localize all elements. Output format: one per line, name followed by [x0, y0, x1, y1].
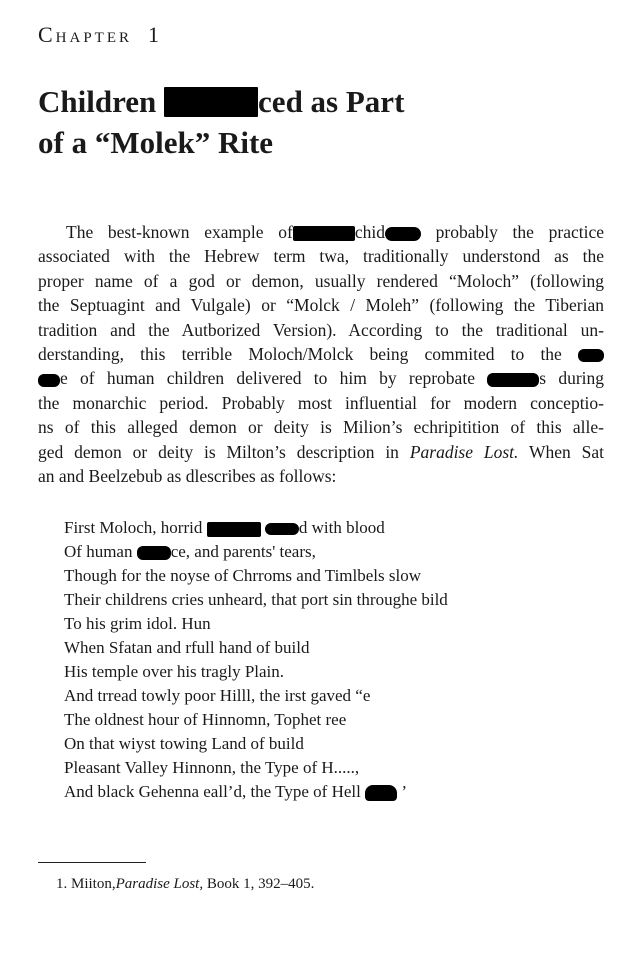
- chapter-word: Chapter: [38, 22, 133, 47]
- verse-line: [64, 516, 448, 540]
- body-paragraph: [38, 220, 604, 488]
- verse-line: Pleasant Valley Hinnonn, the Type of H.....,: [64, 758, 360, 777]
- text-run: Of human: [64, 542, 133, 561]
- redaction-bar: [365, 785, 397, 801]
- redaction-bar: [207, 522, 261, 537]
- footnote-work-title: Paradise Lost,: [115, 876, 204, 892]
- paragraph-line: [38, 220, 604, 244]
- footnote-marker: ’: [401, 782, 408, 801]
- chapter-title-line-1: [38, 82, 404, 122]
- text-run: First Moloch, horrid: [64, 518, 203, 537]
- redaction-bar: [578, 349, 604, 362]
- chapter-heading: [38, 22, 162, 48]
- text-run: probably the practice: [435, 222, 605, 242]
- paragraph-line: ns of this alleged demon or deity is Milion’s echripitition of this alle-: [38, 417, 604, 438]
- footnote-reference: Book 1, 392–405.: [206, 876, 315, 892]
- redaction-bar: [38, 374, 60, 387]
- verse-line: [64, 540, 448, 564]
- redaction-bar: [385, 227, 421, 241]
- text-run: ged demon or deity is Milton’s description in: [38, 441, 399, 462]
- chapter-title-line-2: of a “Molek” Rite: [38, 125, 274, 160]
- verse-line: His temple over his tragly Plain.: [64, 662, 285, 681]
- italic-title: Paradise Lost.: [409, 441, 519, 462]
- redaction-bar: [487, 373, 539, 387]
- paragraph-line: tradition and the Autborized Version). According to the traditional un-: [38, 319, 604, 340]
- paragraph-line: an and Beelzebub as dlescribes as follows:: [38, 465, 337, 486]
- verse-line: [64, 780, 448, 804]
- text-run: The best-known example of: [66, 222, 293, 242]
- footnote-rule: [38, 862, 146, 863]
- verse-line: The oldnest hour of Hinnomn, Tophet ree: [64, 710, 347, 729]
- footnote-number: 1.: [56, 876, 68, 892]
- verse-line: Their childrens cries unheard, that port sin throughe bild: [64, 590, 448, 609]
- paragraph-line: [38, 342, 604, 366]
- footnote: [56, 876, 314, 893]
- text-run: e of human children delivered to him by reprobate: [60, 368, 475, 389]
- chapter-number: 1: [148, 22, 163, 47]
- verse-line: And trread towly poor Hilll, the irst gaved “e: [64, 686, 371, 705]
- text-run: d with blood: [298, 518, 385, 537]
- paragraph-line: [38, 366, 604, 390]
- redaction-bar: [265, 523, 299, 535]
- block-quote-poem: [64, 516, 448, 804]
- text-run: And black Gehenna eall’d, the Type of Hell: [64, 782, 361, 801]
- title-text-after-redaction: ced as Part: [258, 84, 405, 119]
- redaction-bar: [137, 546, 171, 560]
- paragraph-line: the Septuagint and Vulgale) or “Molck / Moleh” (following the Tiberian: [38, 295, 604, 316]
- title-text-before-redaction: Children: [38, 84, 157, 119]
- paragraph-line: the monarchic period. Probably most influential for modern conceptio-: [38, 392, 604, 413]
- text-run: s during: [539, 368, 605, 389]
- text-run: chid: [354, 222, 385, 242]
- paragraph-line: [38, 440, 604, 464]
- footnote-author: Miiton,: [71, 876, 116, 892]
- verse-line: When Sfatan and rfull hand of build: [64, 638, 310, 657]
- redaction-bar: [164, 87, 258, 117]
- text-run: derstanding, this terrible Moloch/Molck being commited to the: [38, 343, 562, 364]
- text-run: ce, and parents' tears,: [170, 542, 316, 561]
- verse-line: Though for the noyse of Chrroms and Timlbels slow: [64, 566, 421, 585]
- paragraph-line: associated with the Hebrew term twa, traditionally understond as the: [38, 246, 604, 267]
- text-run: When Sat: [528, 441, 604, 462]
- paragraph-line: proper name of a god or demon, usually rendered “Moloch” (following: [38, 270, 604, 291]
- verse-line: To his grim idol. Hun: [64, 614, 211, 633]
- verse-line: On that wiyst towing Land of build: [64, 734, 304, 753]
- redaction-bar: [293, 226, 355, 241]
